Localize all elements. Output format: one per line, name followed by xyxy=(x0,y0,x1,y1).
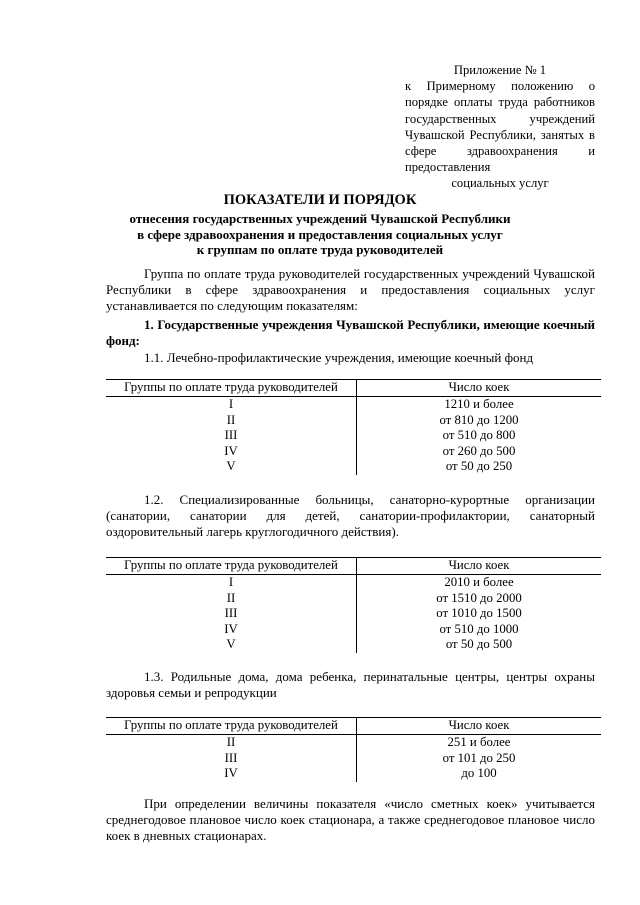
group-cell: V xyxy=(106,459,357,475)
table-row xyxy=(106,591,601,607)
group-cell: III xyxy=(106,751,357,767)
table-row xyxy=(106,766,601,782)
table-row xyxy=(106,735,601,751)
table-row xyxy=(106,459,601,475)
table-1-2 xyxy=(106,557,601,653)
beds-cell: до 100 xyxy=(461,766,497,781)
table-row xyxy=(106,575,601,591)
beds-cell: от 510 до 1000 xyxy=(439,621,519,636)
group-cell: II xyxy=(106,413,357,429)
header-groups: Группы по оплате труда руководителей xyxy=(106,558,357,575)
group-cell: IV xyxy=(106,766,357,782)
annex-block xyxy=(405,62,595,192)
document-title: ПОКАЗАТЕЛИ И ПОРЯДОК xyxy=(223,192,417,208)
table-row xyxy=(106,637,601,653)
group-cell: III xyxy=(106,428,357,444)
table-1-3 xyxy=(106,717,601,782)
table-1-1 xyxy=(106,379,601,475)
table-row xyxy=(106,751,601,767)
beds-cell: от 1510 до 2000 xyxy=(436,590,522,605)
annex-text: к Примерному положению о порядке оплаты труда работников государственных учреждений Чувашской Республики, занятых в сфере здравоохранения и предоставления xyxy=(405,79,595,175)
group-cell: II xyxy=(106,591,357,607)
group-cell: I xyxy=(106,575,357,591)
table-row xyxy=(106,622,601,638)
section-1-heading: 1. Государственные учреждения Чувашской Республики, имеющие коечный фонд: xyxy=(106,317,595,349)
table-row xyxy=(106,397,601,413)
subtitle-line-1: отнесения государственных учреждений Чувашской Республики xyxy=(129,211,511,226)
header-beds: Число коек xyxy=(357,718,602,735)
beds-cell: от 1010 до 1500 xyxy=(436,606,522,621)
header-beds: Число коек xyxy=(357,380,602,397)
beds-cell: от 260 до 500 xyxy=(442,443,516,458)
beds-cell: 1210 и более xyxy=(444,397,514,412)
subsection-1-3: 1.3. Родильные дома, дома ребенка, перинатальные центры, центры охраны здоровья семьи и репродукции xyxy=(106,669,595,701)
subtitle-line-3: к группам по оплате труда руководителей xyxy=(196,242,444,257)
group-cell: II xyxy=(106,735,357,751)
document-subtitle xyxy=(0,211,640,258)
annex-last-line: социальных услуг xyxy=(451,176,549,191)
subsection-1-2: 1.2. Специализированные больницы, санаторно-курортные организации (санатории, санатории для детей, санатории-профилактории, санаторный оздоровительный лагерь круглогодичного действия). xyxy=(106,492,595,540)
beds-cell: от 50 до 500 xyxy=(445,637,513,652)
beds-cell: 251 и более xyxy=(447,735,511,750)
beds-cell: от 50 до 250 xyxy=(445,459,513,474)
group-cell: I xyxy=(106,397,357,413)
header-groups: Группы по оплате труда руководителей xyxy=(106,718,357,735)
intro-paragraph: Группа по оплате труда руководителей государственных учреждений Чувашской Республики в сфере здравоохранения и предоставления социальных услуг устанавливается по следующим показателям: xyxy=(106,266,595,314)
group-cell: IV xyxy=(106,444,357,460)
beds-cell: 2010 и более xyxy=(444,575,514,590)
subsection-1-1: 1.1. Лечебно-профилактические учреждения, имеющие коечный фонд xyxy=(144,350,534,365)
group-cell: III xyxy=(106,606,357,622)
group-cell: IV xyxy=(106,622,357,638)
table-row xyxy=(106,444,601,460)
subtitle-line-2: в сфере здравоохранения и предоставления социальных услуг xyxy=(137,226,503,242)
header-groups: Группы по оплате труда руководителей xyxy=(106,380,357,397)
final-note: При определении величины показателя «число сметных коек» учитывается среднегодовое плановое число коек стационара, а также среднегодовое плановое число коек в дневных стационарах. xyxy=(106,796,595,844)
group-cell: V xyxy=(106,637,357,653)
table-row xyxy=(106,606,601,622)
beds-cell: от 101 до 250 xyxy=(442,750,516,765)
annex-number: Приложение № 1 xyxy=(453,63,547,77)
beds-cell: от 810 до 1200 xyxy=(439,412,519,427)
beds-cell: от 510 до 800 xyxy=(442,428,516,443)
table-row xyxy=(106,428,601,444)
table-row xyxy=(106,413,601,429)
header-beds: Число коек xyxy=(357,558,602,575)
